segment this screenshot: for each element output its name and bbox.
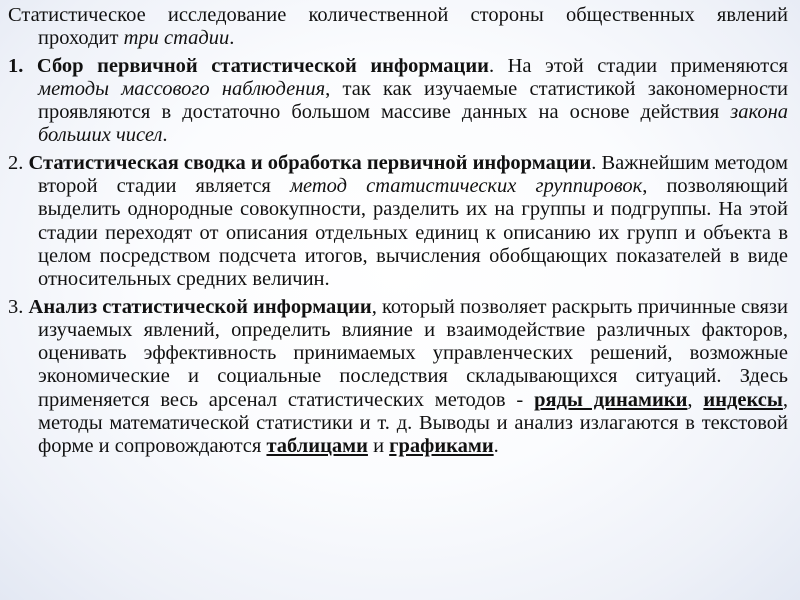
stage-3-title: Анализ статистической информации: [28, 295, 372, 318]
link-time-series[interactable]: ряды динамики: [534, 388, 688, 411]
intro-emphasis: три стадии: [123, 27, 230, 50]
stage-2-text-2: , позволяющий выделить однородные совокупности, разделить их на группы и подгруппы. На этой стадии переходят от описания отдельных единиц к описанию их групп и объекта в целом посредством подсчета итогов, вычисления обобщающих показателей в виде относительных средних величин.: [38, 175, 788, 291]
stage-3-paragraph: [8, 296, 788, 459]
stage-1-paragraph: [8, 55, 788, 148]
intro-paragraph: [8, 4, 788, 51]
stage-3-text-4: .: [493, 435, 499, 458]
stage-3-number: 3.: [8, 295, 29, 318]
link-indices[interactable]: индексы: [703, 388, 783, 411]
stage-1-title: 1. Сбор первичной статистической информации: [8, 54, 489, 77]
stage-2-title: Статистическая сводка и обработка первичной информации: [28, 151, 592, 174]
slide-content: [8, 4, 788, 463]
intro-end: .: [229, 27, 235, 50]
stage-2-number: 2.: [8, 151, 29, 174]
stage-3-text-2: , методы математической статистики и т. д. Выводы и анализ излагаются в текстовой форме и сопровождаются: [38, 388, 789, 458]
stage-1-text-3: .: [162, 124, 168, 147]
stage-1-text-2: , так как изучаемые статистикой закономерности проявляются в достаточно большом массиве данных на основе действия: [38, 77, 788, 124]
stage-1-emphasis-1: методы массового наблюдения: [38, 77, 326, 100]
stage-3-text-3: и: [367, 435, 390, 458]
stage-1-emphasis-2: закона больших чисел: [38, 101, 788, 147]
link-charts[interactable]: графиками: [389, 435, 494, 458]
stage-2-paragraph: [8, 152, 788, 292]
link-tables[interactable]: таблицами: [266, 435, 368, 458]
stage-2-text-1: . Важнейшим методом второй стадии является: [38, 151, 789, 198]
stage-3-separator: ,: [687, 388, 704, 411]
stage-3-text-1: , который позволяет раскрыть причинные связи изучаемых явлений, определить влияние и взаимодействие различных факторов, оценивать эффективность принимаемых управленческих решений, возможные экономические и социальные последствия складывающихся ситуаций. Здесь применяется весь арсенал статистических методов -: [38, 295, 788, 411]
intro-text: Статистическое исследование количественной стороны общественных явлений проходит: [8, 4, 788, 50]
stage-2-emphasis-1: метод статистических группировок: [289, 175, 643, 198]
stage-1-text-1: . На этой стадии применяются: [489, 54, 788, 77]
